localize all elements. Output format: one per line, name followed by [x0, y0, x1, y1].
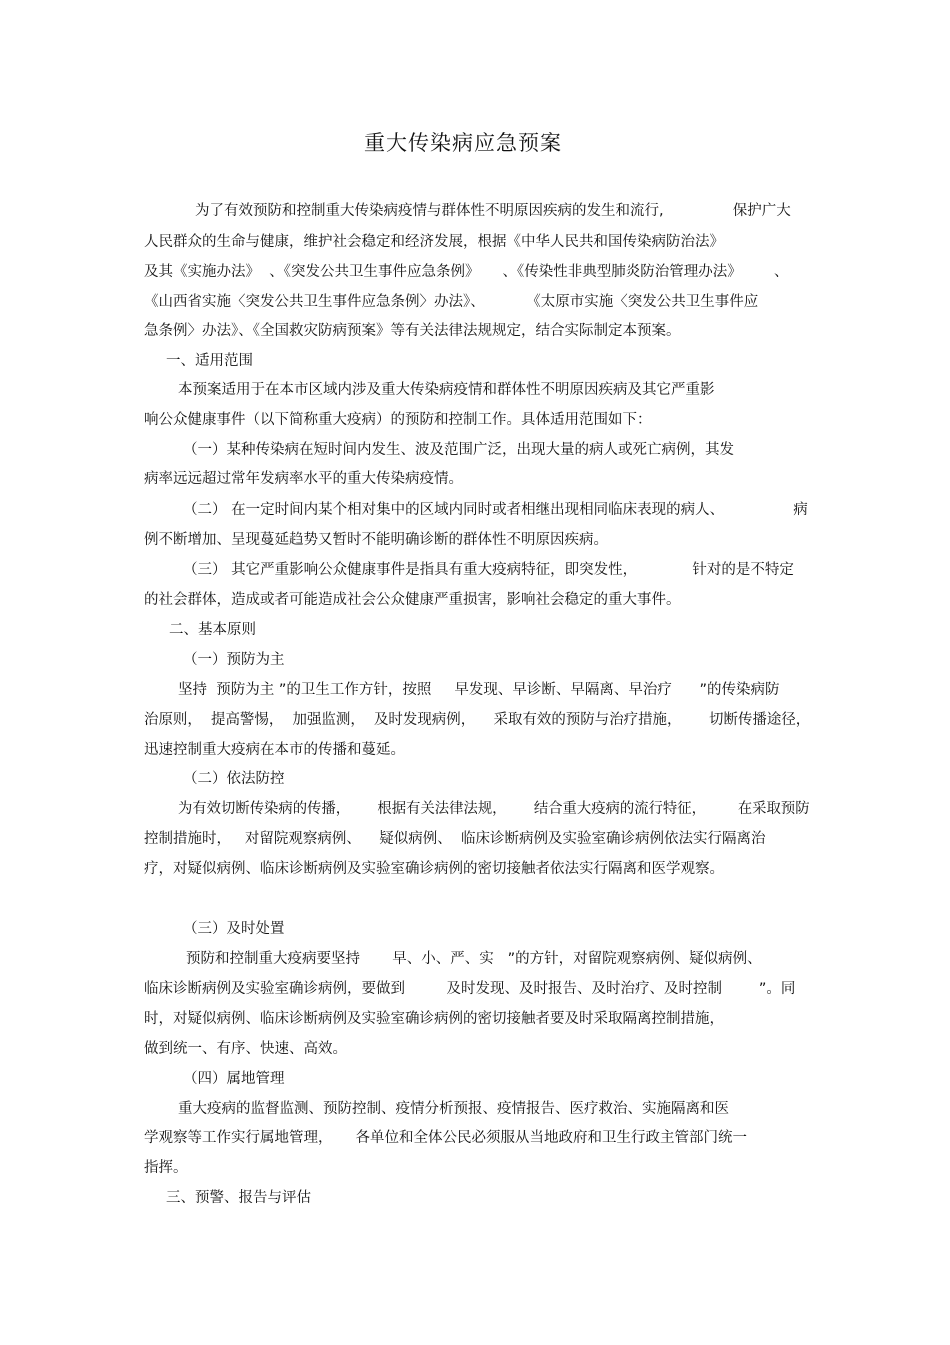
paragraph-line: 本预案适用于在本市区域内涉及重大传染病疫情和群体性不明原因疾病及其它严重影	[178, 382, 715, 398]
paragraph-line: 人民群众的生命与健康，维护社会稳定和经济发展，根据《中华人民共和国传染病防治法》	[144, 234, 724, 250]
paragraph-line: 控制措施时， 对留院观察病例、 疑似病例、 临床诊断病例及实验室确诊病例依法实行隔离治	[144, 831, 766, 847]
document-title: 重大传染病应急预案	[364, 131, 562, 155]
paragraph-line: （二） 在一定时间内某个相对集中的区域内同时或者相继出现相同临床表现的病人、 病	[183, 502, 808, 518]
paragraph-line: 响公众健康事件（以下简称重大疫病）的预防和控制工作。具体适用范围如下：	[144, 412, 652, 428]
paragraph-line: 迅速控制重大疫病在本市的传播和蔓延。	[144, 742, 405, 758]
paragraph-line: 治原则， 提高警惕， 加强监测， 及时发现病例， 采取有效的预防与治疗措施， 切断传播途径，	[144, 712, 811, 728]
paragraph-line: 病率远远超过常年发病率水平的重大传染病疫情。	[144, 471, 463, 487]
section-heading: 二、基本原则	[169, 622, 256, 638]
paragraph-line: 指挥。	[144, 1160, 188, 1176]
subsection-heading: （四）属地管理	[183, 1071, 285, 1087]
paragraph-line: 预防和控制重大疫病要坚持 早、小、严、实 ”的方针，对留院观察病例、疑似病例、	[186, 951, 762, 967]
paragraph-line: 坚持 预防为主 ”的卫生工作方针，按照 早发现、早诊断、早隔离、早治疗 ”的传染病防	[178, 682, 780, 698]
paragraph-line: 临床诊断病例及实验室确诊病例，要做到 及时发现、及时报告、及时治疗、及时控制 ”。同	[144, 981, 796, 997]
paragraph-line: 的社会群体，造成或者可能造成社会公众健康严重损害，影响社会稳定的重大事件。	[144, 592, 681, 608]
paragraph-line: 急条例〉办法》、《全国救灾防病预案》等有关法律法规规定，结合实际制定本预案。	[144, 323, 681, 339]
subsection-heading: （三）及时处置	[183, 921, 285, 937]
paragraph-line: 做到统一、有序、快速、高效。	[144, 1041, 347, 1057]
paragraph-line: 学观察等工作实行属地管理， 各单位和全体公民必须服从当地政府和卫生行政主管部门统一	[144, 1130, 748, 1146]
paragraph-line: （三） 其它严重影响公众健康事件是指具有重大疫病特征，即突发性， 针对的是不特定	[183, 562, 794, 578]
paragraph-line: 及其《实施办法》 、《突发公共卫生事件应急条例》 、《传染性非典型肺炎防治管理办法》 、	[144, 264, 789, 280]
paragraph-line: 《山西省实施〈突发公共卫生事件应急条例〉办法》、 《太原市实施〈突发公共卫生事件应	[144, 294, 759, 310]
paragraph-line: 为了有效预防和控制重大传染病疫情与群体性不明原因疾病的发生和流行, 保护广大	[195, 203, 791, 219]
paragraph-line: 例不断增加、呈现蔓延趋势又暂时不能明确诊断的群体性不明原因疾病。	[144, 532, 608, 548]
subsection-heading: （二）依法防控	[183, 771, 285, 787]
section-heading: 一、适用范围	[166, 353, 253, 369]
subsection-heading: （一）预防为主	[183, 652, 285, 668]
paragraph-line: 为有效切断传染病的传播， 根据有关法律法规， 结合重大疫病的流行特征， 在采取预防	[178, 801, 810, 817]
paragraph-line: 重大疫病的监督监测、预防控制、疫情分析预报、疫情报告、医疗救治、实施隔离和医	[178, 1101, 729, 1117]
paragraph-line: 时，对疑似病例、临床诊断病例及实验室确诊病例的密切接触者要及时采取隔离控制措施，	[144, 1011, 724, 1027]
paragraph-line: （一）某种传染病在短时间内发生、波及范围广泛，出现大量的病人或死亡病例，其发	[183, 442, 734, 458]
paragraph-line: 疗，对疑似病例、临床诊断病例及实验室确诊病例的密切接触者依法实行隔离和医学观察。	[144, 861, 724, 877]
section-heading: 三、预警、报告与评估	[166, 1190, 311, 1206]
